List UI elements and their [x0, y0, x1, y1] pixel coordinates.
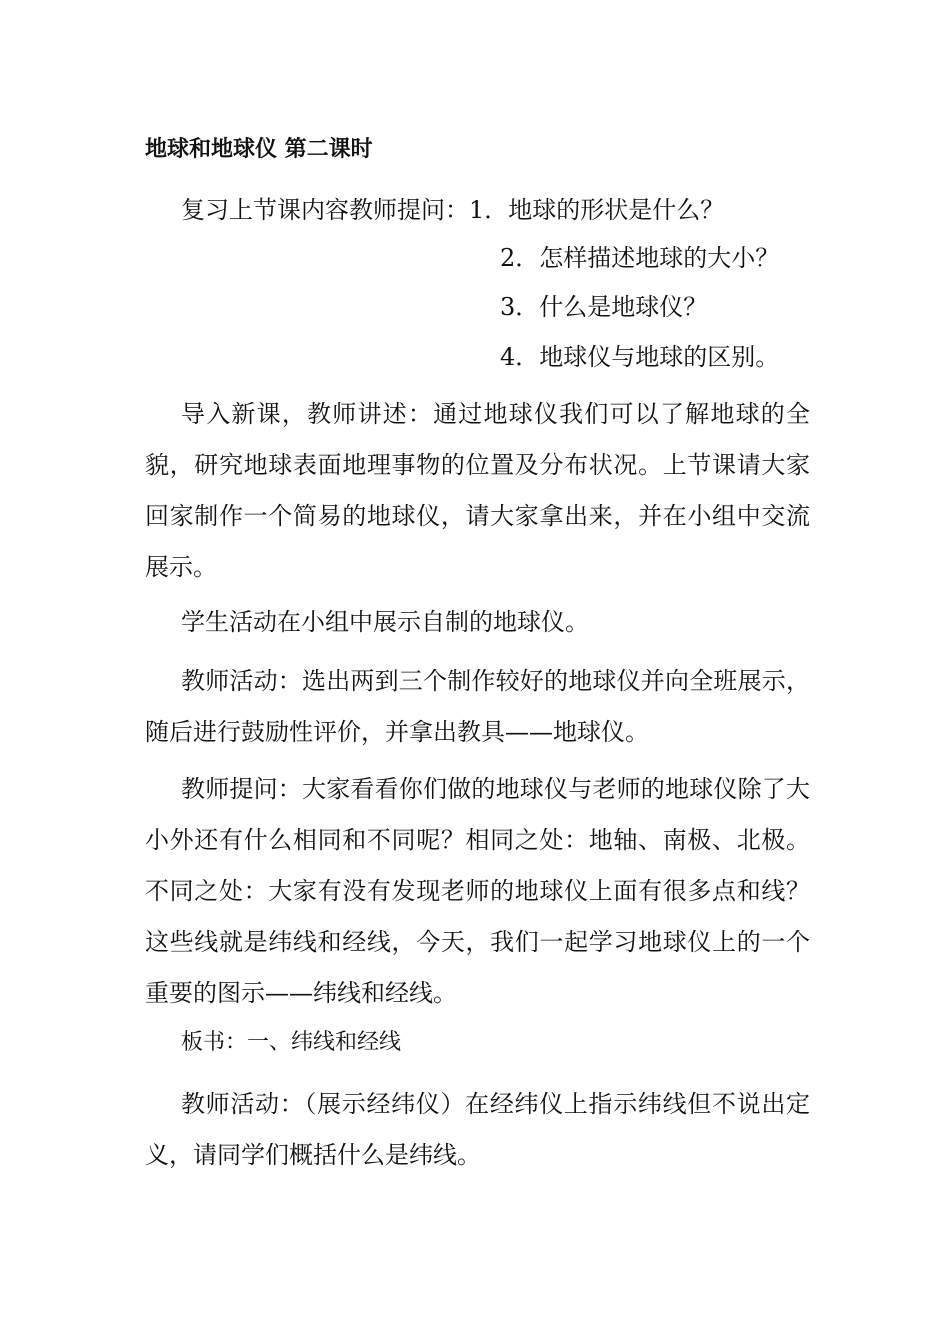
teacher-question-paragraph: 教师提问：大家看看你们做的地球仪与老师的地球仪除了大小外还有什么相同和不同呢？相同之处：地轴、南极、北极。不同之处：大家有没有发现老师的地球仪上面有很多点和线？这些线就是纬线和经线，今天，我们一起学习地球仪上的一个重要的图示——纬线和经线。 [145, 775, 810, 1007]
document-title: 地球和地球仪 第二课时 [145, 137, 373, 162]
teacher-activity-paragraph: 教师活动：选出两到三个制作较好的地球仪并向全班展示，随后进行鼓励性评价，并拿出教具——地球仪。 [145, 667, 810, 746]
student-activity-paragraph: 学生活动在小组中展示自制的地球仪。 [181, 608, 589, 636]
review-question-1: 复习上节课内容教师提问：1．地球的形状是什么？ [181, 196, 725, 224]
intro-paragraph: 导入新课，教师讲述：通过地球仪我们可以了解地球的全貌，研究地球表面地理事物的位置及分布状况。上节课请大家回家制作一个简易的地球仪，请大家拿出来，并在小组中交流展示。 [145, 400, 810, 581]
review-question-3: 3．什么是地球仪？ [500, 293, 708, 321]
review-question-4: 4．地球仪与地球的区别。 [500, 343, 780, 371]
teacher-activity-2-paragraph: 教师活动：（展示经纬仪）在经纬仪上指示纬线但不说出定义，请同学们概括什么是纬线。 [145, 1090, 810, 1169]
review-question-2: 2．怎样描述地球的大小？ [500, 244, 780, 272]
blackboard-note: 板书：一、纬线和经线 [181, 1030, 402, 1055]
